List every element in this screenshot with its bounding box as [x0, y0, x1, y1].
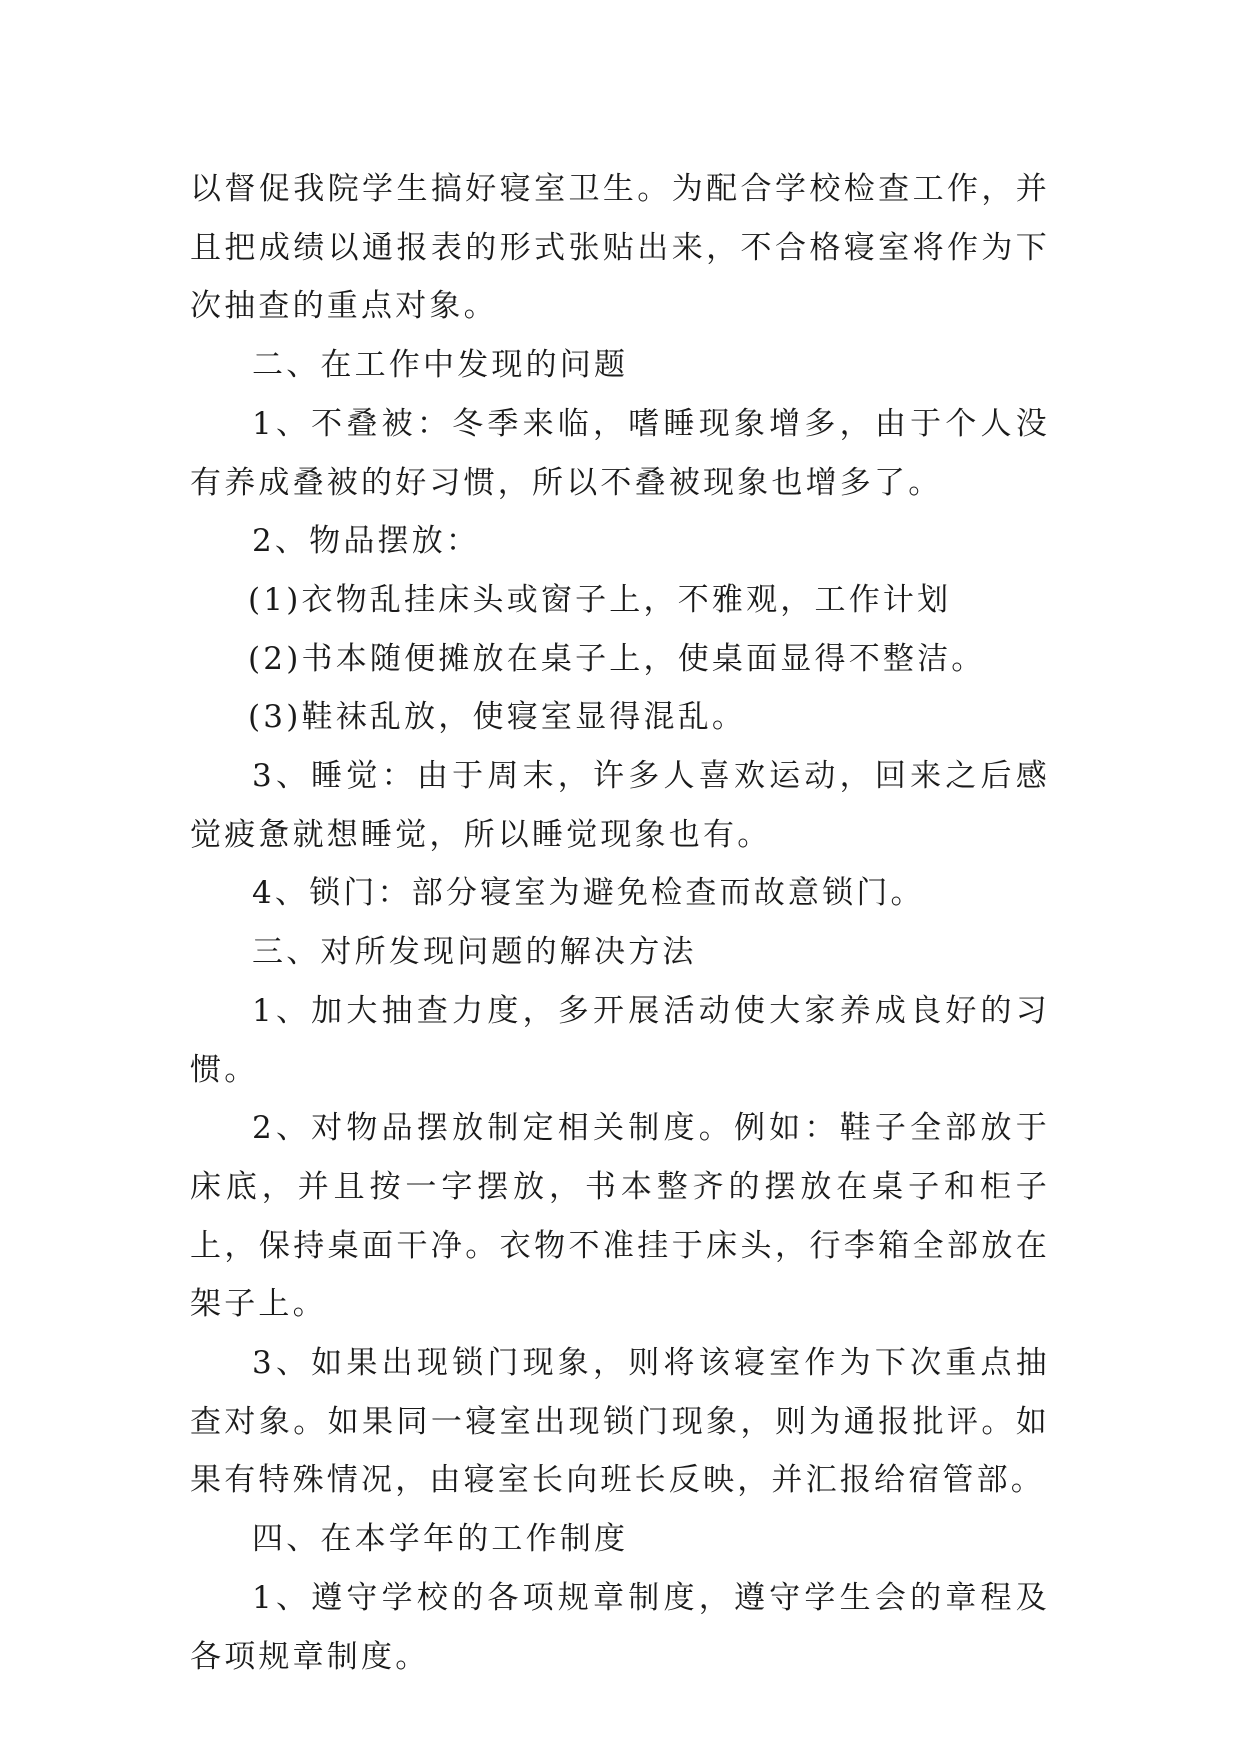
section-heading-rules: 四、在本学年的工作制度	[252, 1521, 629, 1558]
paragraph-item: 1、加大抽查力度，多开展活动使大家养成良好的习惯。	[190, 992, 1050, 1088]
paragraph-subitem: (1)衣物乱挂床头或窗子上，不雅观，工作计划	[248, 581, 952, 618]
section-heading-solutions: 三、对所发现问题的解决方法	[252, 934, 697, 971]
paragraph-item: 2、物品摆放：	[252, 523, 481, 560]
paragraph-item: 3、睡觉：由于周末，许多人喜欢运动，回来之后感觉疲惫就想睡觉，所以睡觉现象也有。	[190, 758, 1050, 853]
paragraph-item: 2、对物品摆放制定相关制度。例如：鞋子全部放于床底，并且按一字摆放，书本整齐的摆放在桌子和柜子上，保持桌面干净。衣物不准挂于床头，行李箱全部放在架子上。	[190, 1110, 1050, 1323]
section-heading-problems: 二、在工作中发现的问题	[252, 347, 629, 384]
document-body	[190, 160, 1050, 1686]
paragraph-item: 1、遵守学校的各项规章制度，遵守学生会的章程及各项规章制度。	[190, 1579, 1050, 1675]
paragraph-subitem: (2)书本随便摊放在桌子上，使桌面显得不整洁。	[248, 640, 986, 677]
paragraph-subitem: (3)鞋袜乱放，使寝室显得混乱。	[248, 699, 747, 736]
paragraph-continuation: 以督促我院学生搞好寝室卫生。为配合学校检查工作，并且把成绩以通报表的形式张贴出来，不合格寝室将作为下次抽查的重点对象。	[190, 171, 1050, 325]
paragraph-item: 1、不叠被：冬季来临，嗜睡现象增多，由于个人没有养成叠被的好习惯，所以不叠被现象也增多了。	[190, 405, 1050, 501]
paragraph-item: 3、如果出现锁门现象，则将该寝室作为下次重点抽查对象。如果同一寝室出现锁门现象，则为通报批评。如果有特殊情况，由寝室长向班长反映，并汇报给宿管部。	[190, 1345, 1050, 1499]
paragraph-item: 4、锁门：部分寝室为避免检查而故意锁门。	[252, 875, 925, 912]
